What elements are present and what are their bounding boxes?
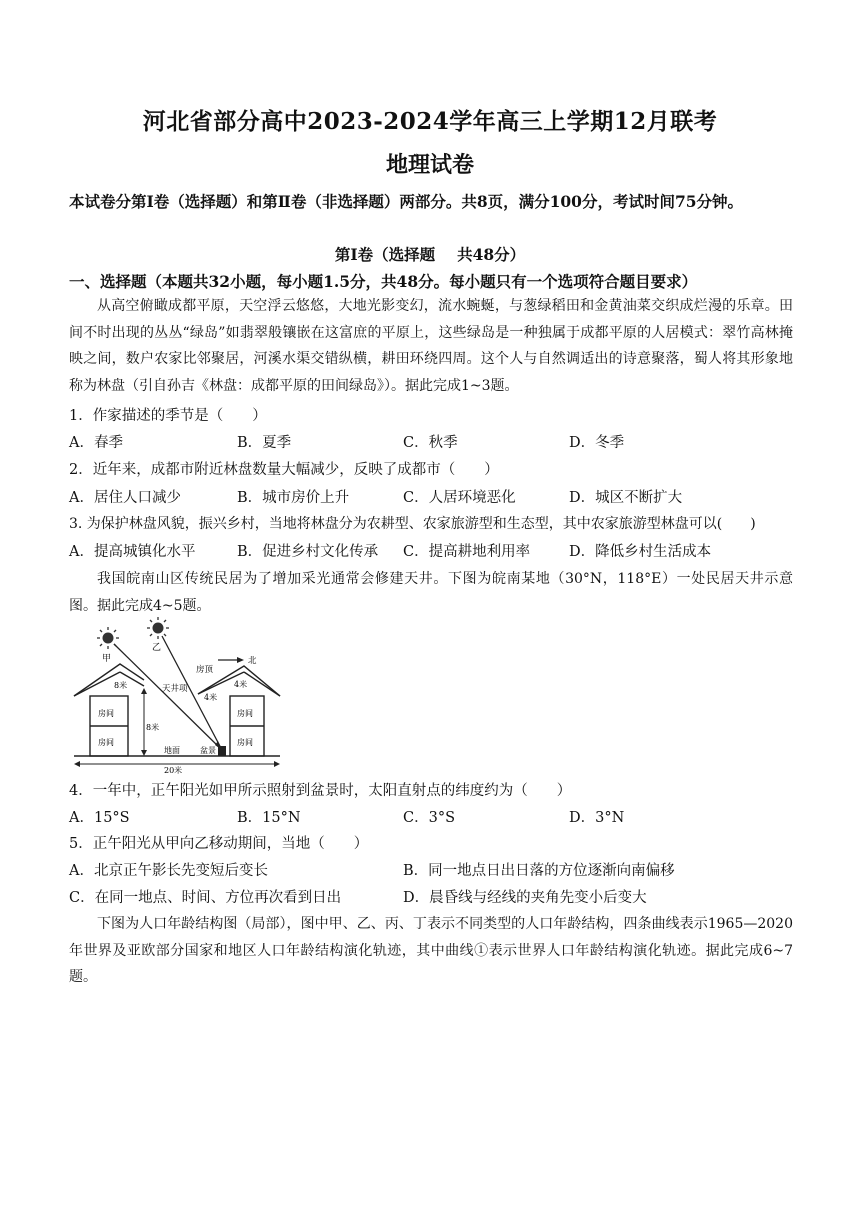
label-width-left: 8米: [114, 681, 128, 690]
q5-option-b: B．同一地点日出日落的方位逐渐向南偏移: [403, 863, 675, 879]
label-span: 20米: [164, 766, 183, 774]
q1-option-a: A．春季: [69, 435, 123, 451]
exam-subtitle: 地理试卷: [385, 152, 474, 178]
sun-icon: [147, 617, 169, 639]
sun-label-b: 乙: [152, 643, 162, 653]
north-arrow-icon: [237, 657, 244, 663]
label-room: 房间: [237, 738, 253, 747]
q2-option-b: B．城市房价上升: [237, 490, 350, 506]
q3-option-d: D．降低乡村生活成本: [569, 544, 712, 560]
question-type-heading: 一、选择题（本题共32小题，每小题1.5分，共48分。每小题只有一个选项符合题目要求）: [69, 272, 698, 291]
question-4-stem: 4．一年中，正午阳光如甲所示照射到盆景时，太阳直射点的纬度约为（ ）: [69, 783, 572, 799]
q4-option-d: D．3°N: [569, 810, 625, 826]
label-roof: 房顶: [196, 665, 214, 675]
label-room: 房间: [237, 709, 253, 718]
passage-1: 从高空俯瞰成都平原，天空浮云悠悠，大地光影变幻，流水蜿蜒，与葱绿稻田和金黄油菜交织成烂漫的乐章。田间不时出现的丛丛“绿岛”如翡翠般镶嵌在这富庶的平原上，这些绿岛是一种独属于成都平原的人居模式：翠竹高林掩映之间，数户农家比邻聚居，河溪水渠交错纵横，耕田环绕四周。这个人与自然调适出的诗意聚落，蜀人将其形象地称为林盘（引自孙吉《林盘：成都平原的田间绿岛》）。据此完成1~3题。: [69, 298, 793, 394]
q3-option-a: A．提高城镇化水平: [69, 544, 196, 560]
label-north: 北: [248, 656, 257, 666]
section-total: 共48分）: [457, 245, 526, 264]
question-1-stem: 1．作家描述的季节是（ ）: [69, 408, 267, 424]
passage-2: 我国皖南山区传统民居为了增加采光通常会修建天井。下图为皖南某地（30°N，118°E）一处民居天井示意图。据此完成4~5题。: [69, 571, 793, 614]
question-3-stem: 3. 为保护林盘风貌，振兴乡村，当地将林盘分为农耕型、农家旅游型和生态型，其中农家旅游型林盘可以( ): [69, 516, 756, 532]
label-height: 8米: [146, 723, 160, 732]
q4-option-c: C．3°S: [403, 810, 456, 826]
section-title: [0, 243, 860, 265]
q2-option-c: C．人居环境恶化: [403, 490, 516, 506]
question-2-stem: 2．近年来，成都市附近林盘数量大幅减少，反映了成都市（ ）: [69, 462, 499, 478]
q1-option-b: B．夏季: [237, 435, 292, 451]
passage-3: 下图为人口年龄结构图（局部），图中甲、乙、丙、丁表示不同类型的人口年龄结构，四条曲线表示1965—2020年世界及亚欧部分国家和地区人口年龄结构演化轨迹，其中曲线①表示世界人口年龄结构演化轨迹。据此完成6~7题。: [69, 916, 793, 985]
section-part: 第Ⅰ卷（选择题: [334, 245, 436, 264]
label-courtyard: 天井项: [162, 684, 188, 694]
q3-option-b: B．促进乡村文化传承: [237, 544, 379, 560]
q5-option-c: C．在同一地点、时间、方位再次看到日出: [69, 890, 342, 906]
exam-intro: 本试卷分第Ⅰ卷（选择题）和第Ⅱ卷（非选择题）两部分。共8页，满分100分，考试时间75分钟。: [69, 192, 744, 211]
exam-title: 河北省部分高中2023-2024学年高三上学期12月联考: [142, 108, 718, 135]
bonsai-pot: [218, 746, 226, 756]
sun-label-a: 甲: [102, 654, 112, 664]
courtyard-diagram: [72, 614, 282, 774]
q2-option-d: D．城区不断扩大: [569, 490, 683, 506]
q5-option-a: A．北京正午影长先变短后变长: [69, 863, 268, 879]
label-bonsai: 盆景: [200, 746, 216, 755]
q1-option-d: D．冬季: [569, 435, 625, 451]
label-room: 房间: [98, 709, 114, 718]
q1-option-c: C．秋季: [403, 435, 458, 451]
q4-option-b: B．15°N: [237, 810, 301, 826]
label-slant: 4米: [204, 693, 218, 702]
q2-option-a: A．居住人口减少: [69, 490, 181, 506]
q5-option-d: D．晨昏线与经线的夹角先变小后变大: [403, 890, 647, 906]
q4-option-a: A．15°S: [69, 810, 130, 826]
label-ground: 地面: [164, 746, 180, 755]
q3-option-c: C．提高耕地利用率: [403, 544, 531, 560]
label-width-right: 4米: [234, 680, 248, 689]
label-room: 房间: [98, 738, 114, 747]
question-5-stem: 5．正午阳光从甲向乙移动期间，当地（ ）: [69, 836, 369, 852]
